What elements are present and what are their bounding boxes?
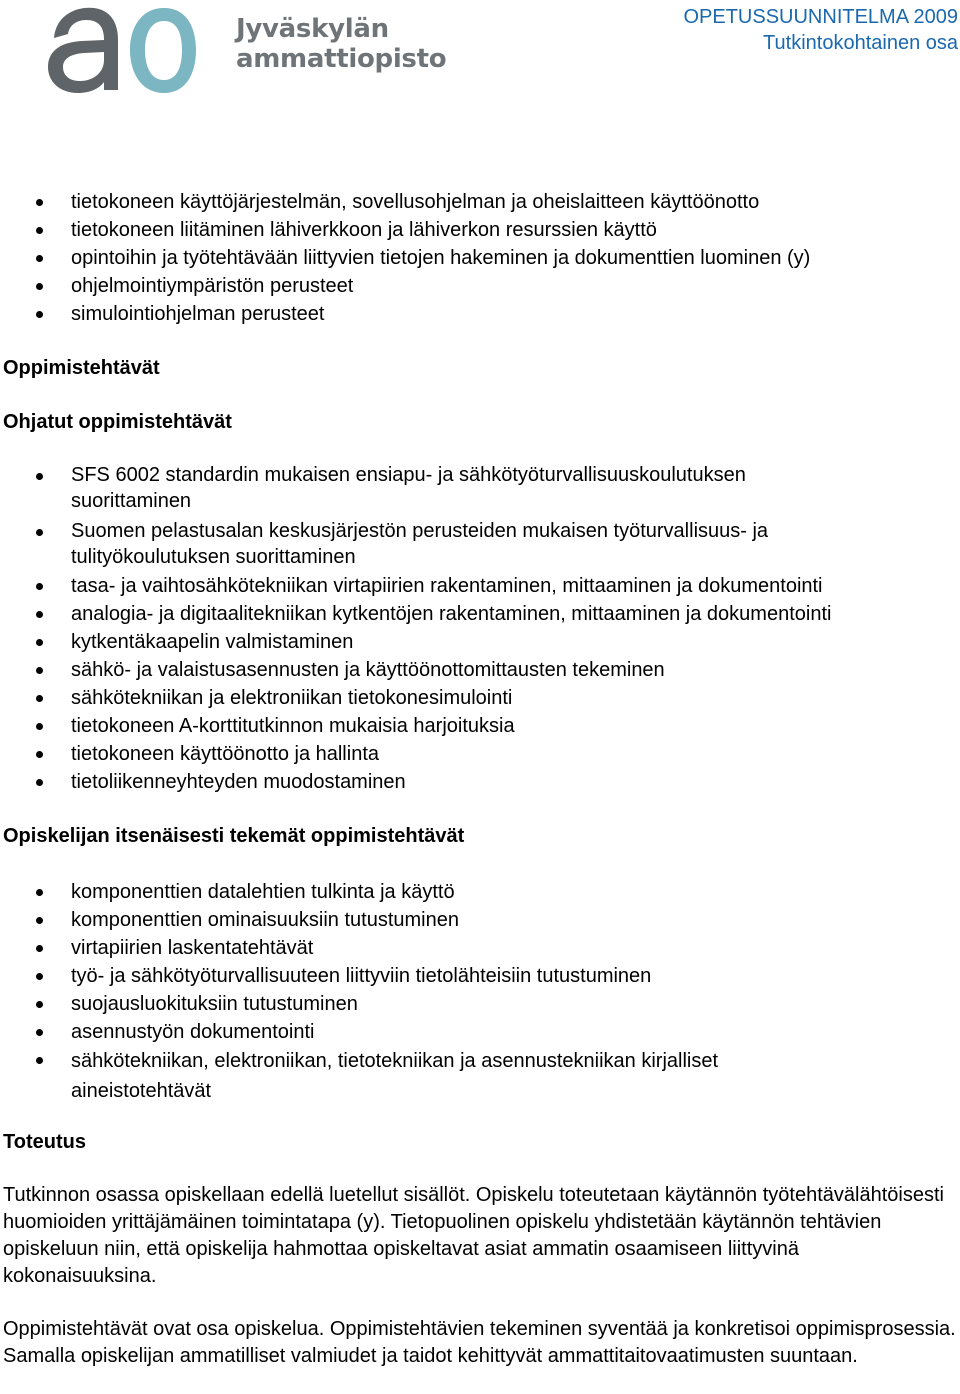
document-subtitle: Tutkintokohtainen osa	[763, 32, 958, 54]
list-item: virtapiirien laskentatehtävät	[3, 934, 957, 962]
list-item: komponenttien datalehtien tulkinta ja käyttö	[3, 878, 957, 906]
document-title-block	[683, 4, 958, 56]
bullet-icon	[36, 667, 43, 674]
bullet-icon	[36, 751, 43, 758]
list-item: simulointiohjelman perusteet	[3, 300, 957, 328]
list-item: tietokoneen liitäminen lähiverkkoon ja lähiverkon resurssien käyttö	[3, 216, 957, 244]
bullet-icon	[36, 529, 43, 536]
section-heading-ohjatut: Ohjatut oppimistehtävät	[3, 411, 232, 433]
list-item: sähkötekniikan ja elektroniikan tietokonesimulointi	[3, 684, 957, 712]
toteutus-paragraph-1: Tutkinnon osassa opiskellaan edellä luetellut sisällöt. Opiskelu toteutetaan käytännön työtehtävälähtöisesti huomioiden yrittäjämäinen toimintatapa (y). Tietopuolinen opiskelu yhdistetään käytännön tehtävien opiskeluun niin, että opiskelija hahmottaa opiskeltavat asiat ammatin osaamiseen liittyvinä kokonaisuuksina.	[3, 1184, 944, 1287]
section-heading-toteutus: Toteutus	[3, 1131, 86, 1153]
itsenaiset-list	[3, 878, 957, 1106]
page-header	[0, 0, 960, 110]
bullet-icon	[36, 945, 43, 952]
list-item: tasa- ja vaihtosähkötekniikan virtapiirien rakentaminen, mittaaminen ja dokumentointi	[3, 572, 957, 600]
bullet-icon	[36, 199, 43, 206]
logo-line-2: ammattiopisto	[236, 44, 447, 74]
bullet-icon	[36, 283, 43, 290]
list-item: asennustyön dokumentointi	[3, 1018, 957, 1046]
logo-wordmark	[236, 14, 446, 74]
list-item: SFS 6002 standardin mukaisen ensiapu- ja sähkötyöturvallisuuskoulutuksen suorittaminen	[3, 462, 957, 514]
list-item: työ- ja sähkötyöturvallisuuteen liittyviin tietolähteisiin tutustuminen	[3, 962, 957, 990]
list-item: kytkentäkaapelin valmistaminen	[3, 628, 957, 656]
list-item: ohjelmointiympäristön perusteet	[3, 272, 957, 300]
intro-list	[3, 188, 957, 328]
bullet-icon	[36, 973, 43, 980]
bullet-icon	[36, 1001, 43, 1008]
list-item: tietoliikenneyhteyden muodostaminen	[3, 768, 957, 796]
list-item: komponenttien ominaisuuksiin tutustuminen	[3, 906, 957, 934]
list-item: opintoihin ja työtehtävään liittyvien tietojen hakeminen ja dokumenttien luominen (y)	[3, 244, 957, 272]
ao-logo-icon	[46, 0, 196, 96]
bullet-icon	[36, 695, 43, 702]
document-title: OPETUSSUUNNITELMA 2009	[683, 6, 958, 28]
logo-line-1: Jyväskylän	[236, 14, 389, 44]
list-item: analogia- ja digitaalitekniikan kytkentöjen rakentaminen, mittaaminen ja dokumentointi	[3, 600, 957, 628]
document-body	[3, 188, 957, 1370]
bullet-icon	[36, 255, 43, 262]
bullet-icon	[36, 917, 43, 924]
jyvaskyla-ammattiopisto-logo	[46, 0, 446, 100]
bullet-icon	[36, 311, 43, 318]
section-heading-oppimistehtavat: Oppimistehtävät	[3, 357, 160, 379]
bullet-icon	[36, 1029, 43, 1036]
bullet-icon	[36, 639, 43, 646]
list-item: tietokoneen A-korttitutkinnon mukaisia harjoituksia	[3, 712, 957, 740]
bullet-icon	[36, 473, 43, 480]
list-item: sähkö- ja valaistusasennusten ja käyttöönottomittausten tekeminen	[3, 656, 957, 684]
bullet-icon	[36, 583, 43, 590]
toteutus-paragraph-2: Oppimistehtävät ovat osa opiskelua. Oppimistehtävien tekeminen syventää ja konkretisoi oppimisprosessia. Samalla opiskelijan ammatilliset valmiudet ja taidot kehittyvät ammattitaitovaatimusten suuntaan.	[3, 1318, 956, 1367]
list-item: tietokoneen käyttöjärjestelmän, sovellusohjelman ja oheislaitteen käyttöönotto	[3, 188, 957, 216]
bullet-icon	[36, 227, 43, 234]
list-item: tietokoneen käyttöönotto ja hallinta	[3, 740, 957, 768]
section-heading-itsenaiset: Opiskelijan itsenäisesti tekemät oppimistehtävät	[3, 825, 465, 847]
ohjatut-list	[3, 462, 957, 796]
bullet-icon	[36, 611, 43, 618]
list-item: Suomen pelastusalan keskusjärjestön perusteiden mukaisen työturvallisuus- ja tulityökoulutuksen suorittaminen	[3, 518, 957, 570]
list-item: sähkötekniikan, elektroniikan, tietotekniikan ja asennustekniikan kirjalliset aineistotehtävät	[3, 1046, 957, 1106]
list-item: suojausluokituksiin tutustuminen	[3, 990, 957, 1018]
bullet-icon	[36, 1057, 43, 1064]
bullet-icon	[36, 723, 43, 730]
bullet-icon	[36, 779, 43, 786]
bullet-icon	[36, 889, 43, 896]
